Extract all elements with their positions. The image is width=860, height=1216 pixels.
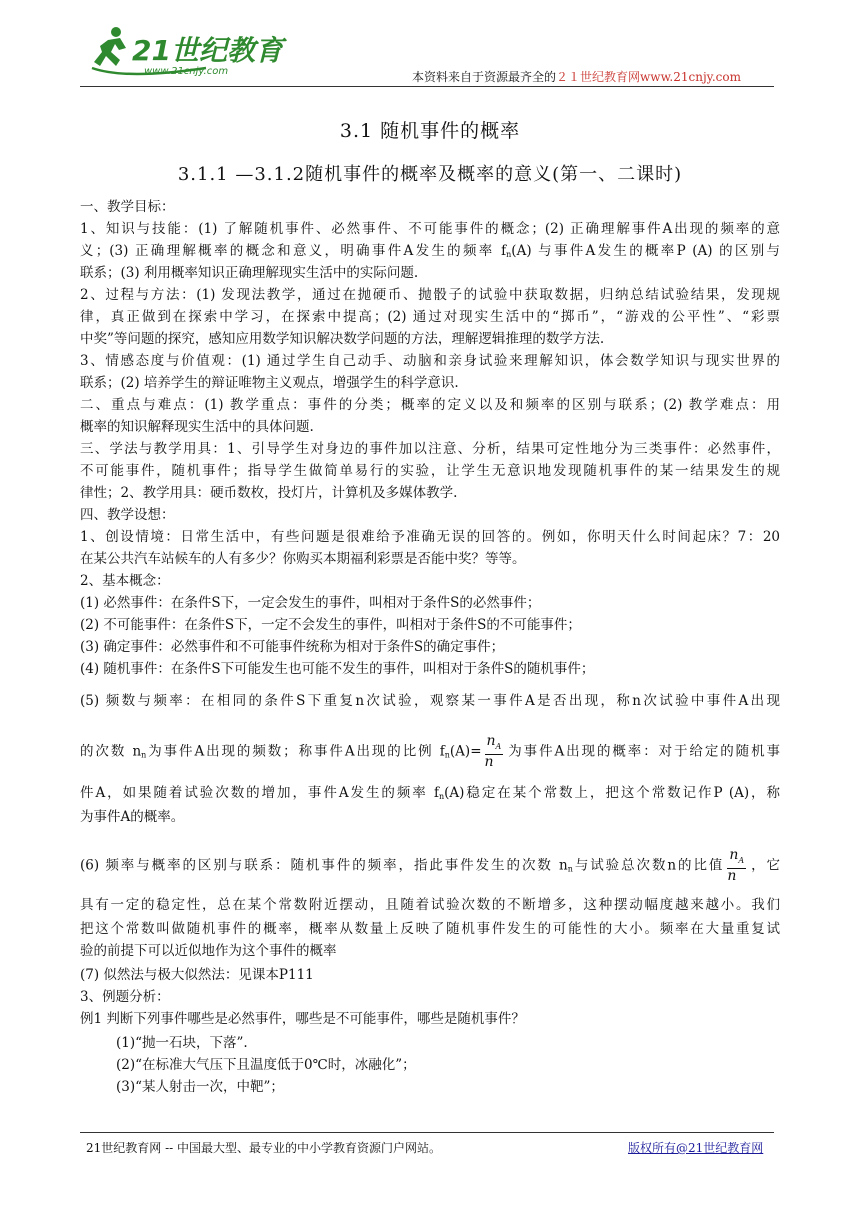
list-item: (4) 随机事件：在条件S下可能发生也可能不发生的事件，叫相对于条件S的随机事件；: [80, 661, 595, 677]
paragraph-line: 件A，如果随着试验次数的增加，事件A发生的频率 $f_n(A)$稳定在某个常数上，把这个常数记作P (A)，称: [80, 785, 780, 801]
list-item: (6) 频率与概率的区别与联系：随机事件的频率，指此事件发生的次数 $n_n$与试验总次数n的比值 $\frac{n_A}{n}$ ，它: [80, 847, 781, 884]
list-item: (2) 不可能事件：在条件S下，一定不会发生的事件，叫相对于条件S的不可能事件；: [80, 617, 581, 633]
ratio-formula: $\frac{n_A}{n}$: [727, 847, 745, 884]
frequency-formula: $\frac{n_A}{n}$: [484, 733, 502, 770]
paragraph-line: 中奖”等问题的探究，感知应用数学知识解决数学问题的方法，理解逻辑推理的数学方法.: [80, 331, 605, 347]
header-source-note: 本资料来自于资源最齐全的２１世纪教育网www.21cnjy.com: [412, 70, 741, 84]
paragraph-line: 不可能事件，随机事件；指导学生做简单易行的实验，让学生无意识地发现随机事件的某一结果发生的规: [80, 463, 780, 479]
page-subtitle: 3.1.1 —3.1.2随机事件的概率及概率的意义(第一、二课时): [177, 164, 683, 185]
list-item: (1) 必然事件：在条件S下，一定会发生的事件，叫相对于条件S的必然事件；: [80, 595, 541, 611]
paragraph-line: 1、创设情境：日常生活中，有些问题是很难给予准确无误的回答的。例如，你明天什么时间起床？7：20: [80, 529, 780, 545]
paragraph-line: 联系；(2) 培养学生的辩证唯物主义观点，增强学生的科学意识.: [80, 375, 459, 391]
logo-url: www.21cnjy.com: [144, 66, 229, 77]
list-item: (7) 似然法与极大似然法：见课本P111: [80, 967, 314, 983]
paragraph-line: 三、学法与教学用具：1、引导学生对身边的事件加以注意、分析，结果可定性地分为三类事件：必然事件，: [80, 441, 780, 457]
paragraph-line: 律性；2、教学用具：硬币数枚，投灯片，计算机及多媒体教学.: [80, 485, 458, 501]
example-item: (3)“某人射击一次，中靶”；: [116, 1079, 284, 1095]
paragraph-line: 律，真正做到在探索中学习，在探索中提高；(2) 通过对现实生活中的“掷币”，“游戏的公平性”、“彩票: [80, 309, 780, 325]
header-site-link[interactable]: ２１世纪教育网: [556, 70, 641, 84]
paragraph-line: 联系；(3) 利用概率知识正确理解现实生活中的实际问题.: [80, 265, 419, 281]
paragraph-line: 在某公共汽车站候车的人有多少？你购买本期福利彩票是否能中奖？等等。: [80, 551, 526, 567]
paragraph-line: 概率的知识解释现实生活中的具体问题.: [80, 419, 314, 435]
paragraph-line: 2、基本概念：: [80, 573, 170, 589]
list-item: (5) 频数与频率：在相同的条件S下重复n次试验，观察某一事件A是否出现，称n次试验中事件A出现: [80, 693, 780, 709]
footer-divider: [80, 1132, 774, 1133]
paragraph-line: 二、重点与难点：(1) 教学重点：事件的分类；概率的定义以及和频率的区别与联系；(2) 教学难点：用: [80, 397, 780, 413]
paragraph-line: 义；(3) 正确理解概率的概念和意义，明确事件A发生的频率 $f_n(A)$ 与事件A发生的概率P (A) 的区别与: [80, 243, 780, 259]
page-title: 3.1 随机事件的概率: [339, 120, 521, 142]
header-divider: [80, 86, 774, 87]
list-item: (3) 确定事件：必然事件和不可能事件统称为相对于条件S的确定事件；: [80, 639, 505, 655]
paragraph-line: 验的前提下可以近似地作为这个事件的概率: [80, 943, 337, 959]
header-url-link[interactable]: www.21cnjy.com: [640, 70, 741, 84]
paragraph-line: 3、情感态度与价值观：(1) 通过学生自己动手、动脑和亲身试验来理解知识，体会数学知识与现实世界的: [80, 353, 780, 369]
example-heading: 例1 判断下列事件哪些是必然事件，哪些是不可能事件，哪些是随机事件？: [80, 1011, 525, 1027]
section-heading: 四、教学设想：: [80, 507, 175, 523]
paragraph-line: 的次数 $n_n$为事件A出现的频数；称事件A出现的比例 $f_n(A)=$ $\frac{n_A}{n}$ 为事件A出现的概率：对于给定的随机事: [80, 733, 780, 770]
paragraph-line: 3、例题分析：: [80, 989, 170, 1005]
logo-text: 21世纪教育: [132, 34, 283, 67]
site-logo: [86, 22, 296, 82]
paragraph-line: 把这个常数叫做随机事件的概率，概率从数量上反映了随机事件发生的可能性的大小。频率在大量重复试: [80, 921, 780, 937]
paragraph-line: 为事件A的概率。: [80, 809, 185, 825]
paragraph-line: 具有一定的稳定性，总在某个常数附近摆动，且随着试验次数的不断增多，这种摆动幅度越来越小。我们: [80, 897, 780, 913]
example-item: (2)“在标准大气压下且温度低于0℃时，冰融化”；: [116, 1057, 416, 1073]
paragraph-line: 2、过程与方法：(1) 发现法教学，通过在抛硬币、抛骰子的试验中获取数据，归纳总结试验结果，发现规: [80, 287, 780, 303]
footer-copyright-link[interactable]: 版权所有@21世纪教育网: [628, 1141, 764, 1155]
paragraph-line: 1、知识与技能：(1) 了解随机事件、必然事件、不可能事件的概念；(2) 正确理解事件A出现的频率的意: [80, 221, 780, 237]
footer-text: 21世纪教育网 -- 中国最大型、最专业的中小学教育资源门户网站。: [86, 1141, 442, 1155]
section-heading: 一、教学目标：: [80, 199, 175, 215]
example-item: (1)“抛一石块，下落”.: [116, 1035, 248, 1051]
